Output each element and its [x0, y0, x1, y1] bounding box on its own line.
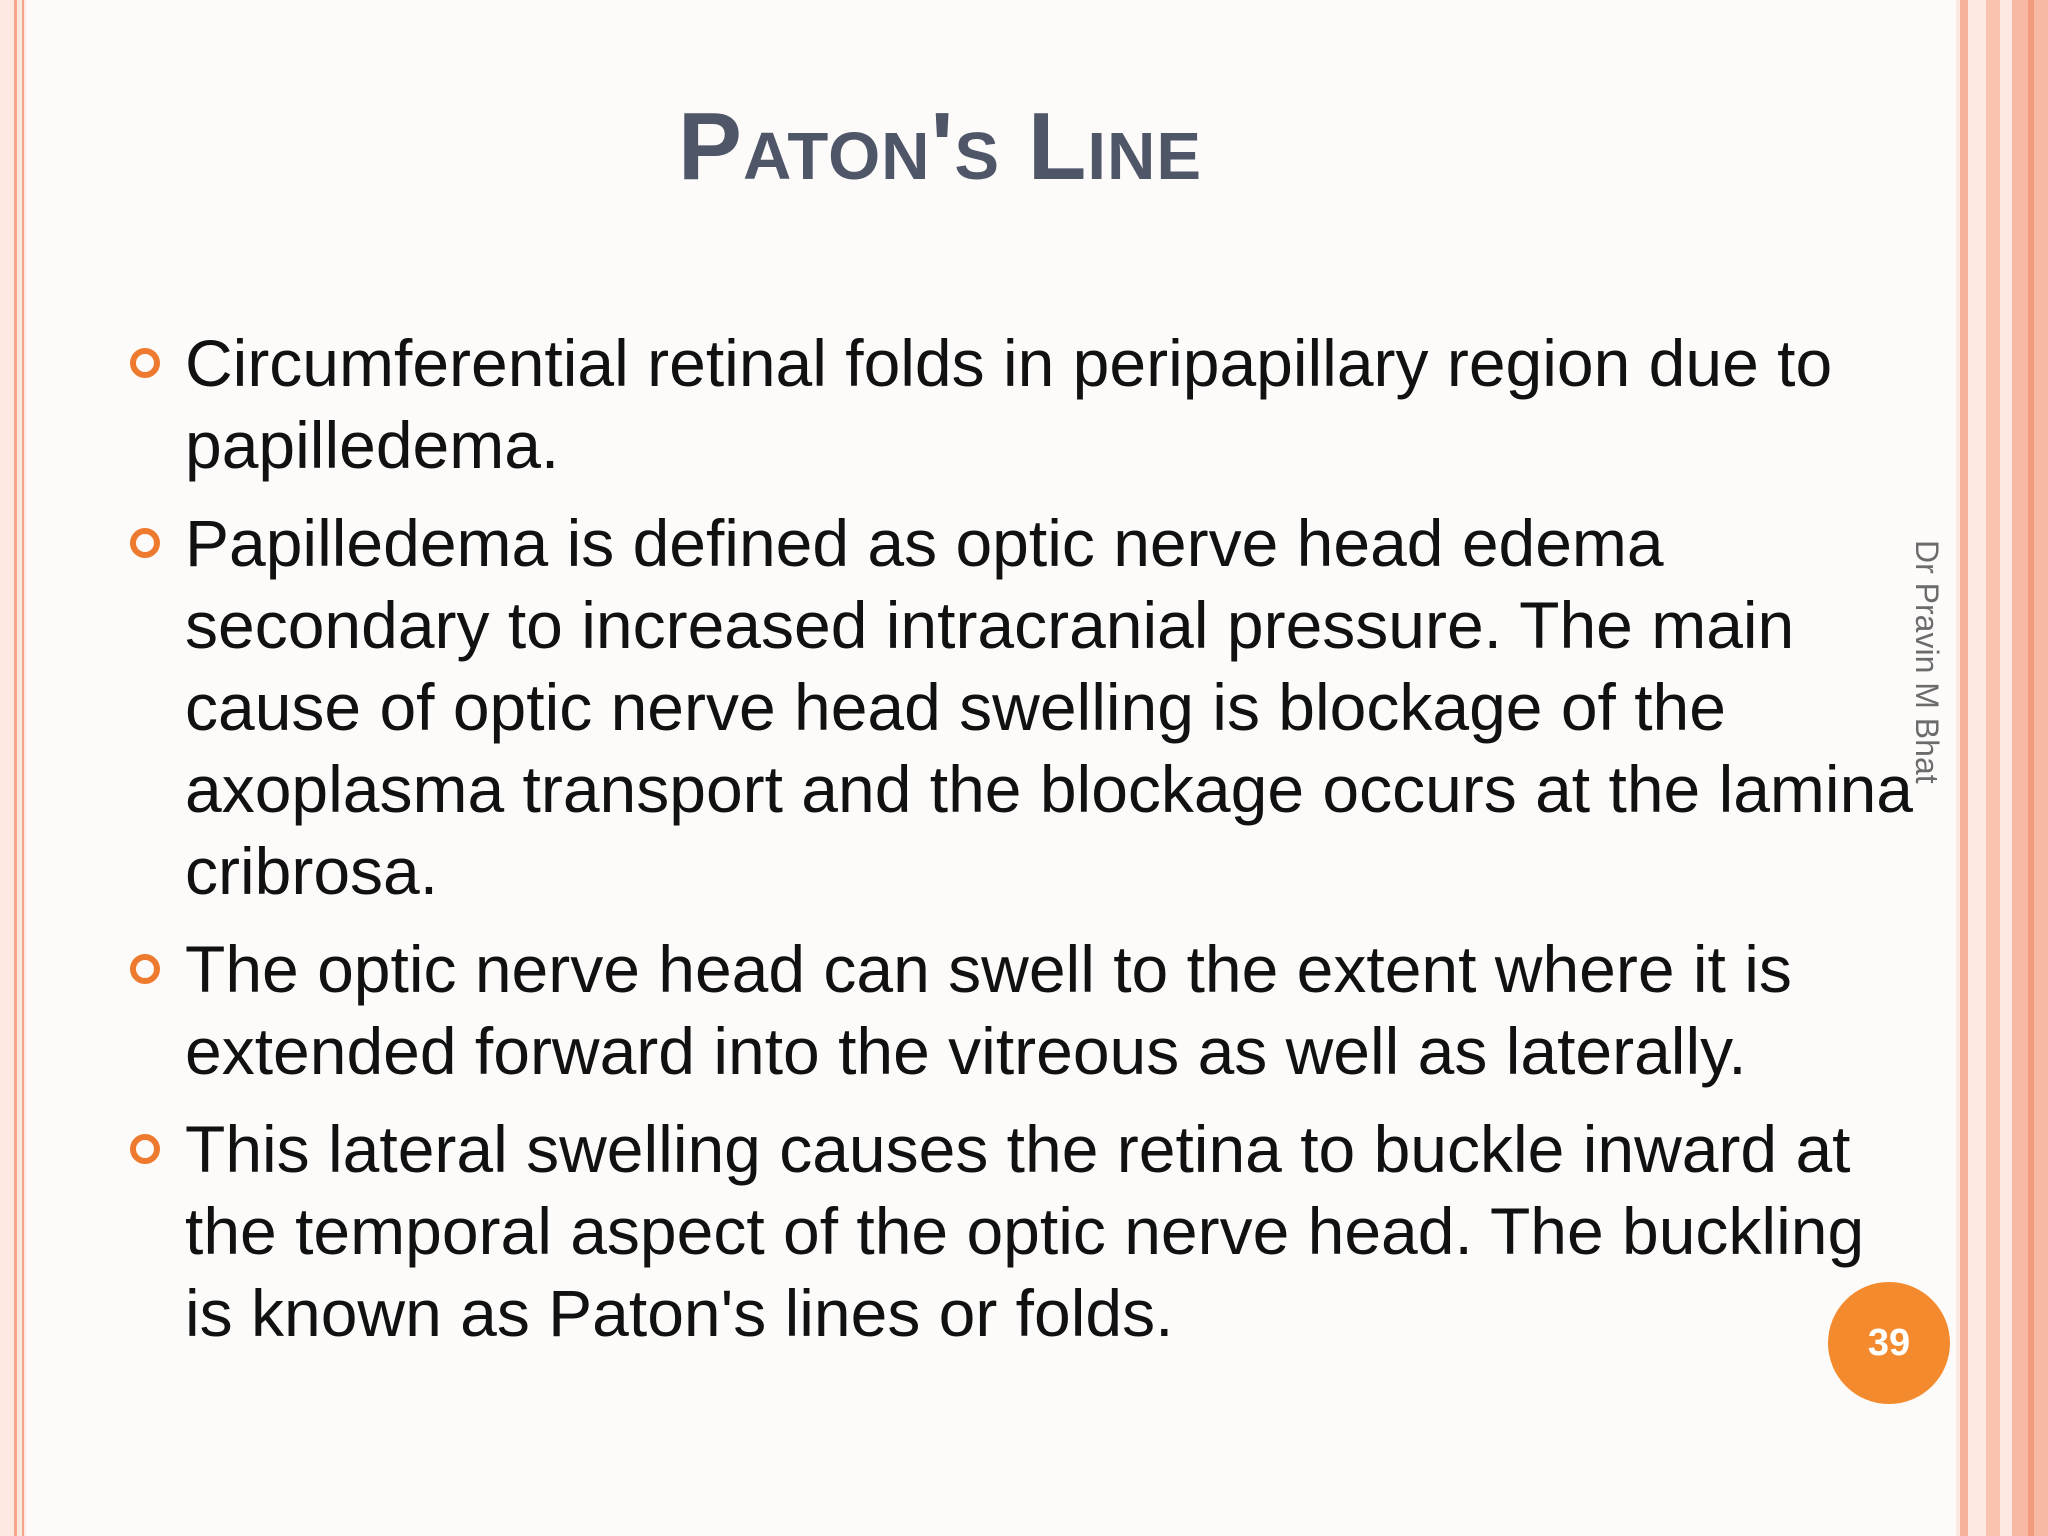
bullet-item: [185, 1108, 1925, 1354]
bullet-circle-icon: [130, 528, 160, 558]
left-decorative-border: [0, 0, 26, 1536]
left-border-line: [14, 0, 17, 1536]
bullet-item: [185, 322, 1925, 486]
page-number-badge: [1828, 1282, 1950, 1404]
bullet-item: [185, 928, 1925, 1092]
left-border-line: [22, 0, 24, 1536]
bullet-text: Papilledema is defined as optic nerve head edema secondary to increased intracranial pressure. The main cause of optic nerve head swelling is blockage of the axoplasma transport and the blockage occurs at the lamina cribrosa.: [185, 506, 1913, 908]
right-border-stripe: [1960, 0, 1968, 1536]
bullet-text: This lateral swelling causes the retina to buckle inward at the temporal aspect of the optic nerve head. The buckling is known as Paton's lines or folds.: [185, 1112, 1865, 1350]
page-number: 39: [1867, 1321, 1911, 1364]
right-border-stripe: [1986, 0, 2000, 1536]
bullet-circle-icon: [130, 1134, 160, 1164]
slide-title: Paton's Line: [677, 93, 1203, 200]
bullet-text: Circumferential retinal folds in peripapillary region due to papilledema.: [185, 326, 1833, 482]
bullet-text: The optic nerve head can swell to the extent where it is extended forward into the vitreous as well as laterally.: [185, 932, 1792, 1088]
right-decorative-border: [1956, 0, 2048, 1536]
bullet-list: [185, 322, 1925, 1370]
bullet-item: [185, 502, 1925, 912]
author-label: Dr Pravin M Bhat: [1909, 540, 1945, 784]
bullet-circle-icon: [130, 954, 160, 984]
right-border-stripe: [2028, 0, 2034, 1536]
bullet-circle-icon: [130, 348, 160, 378]
